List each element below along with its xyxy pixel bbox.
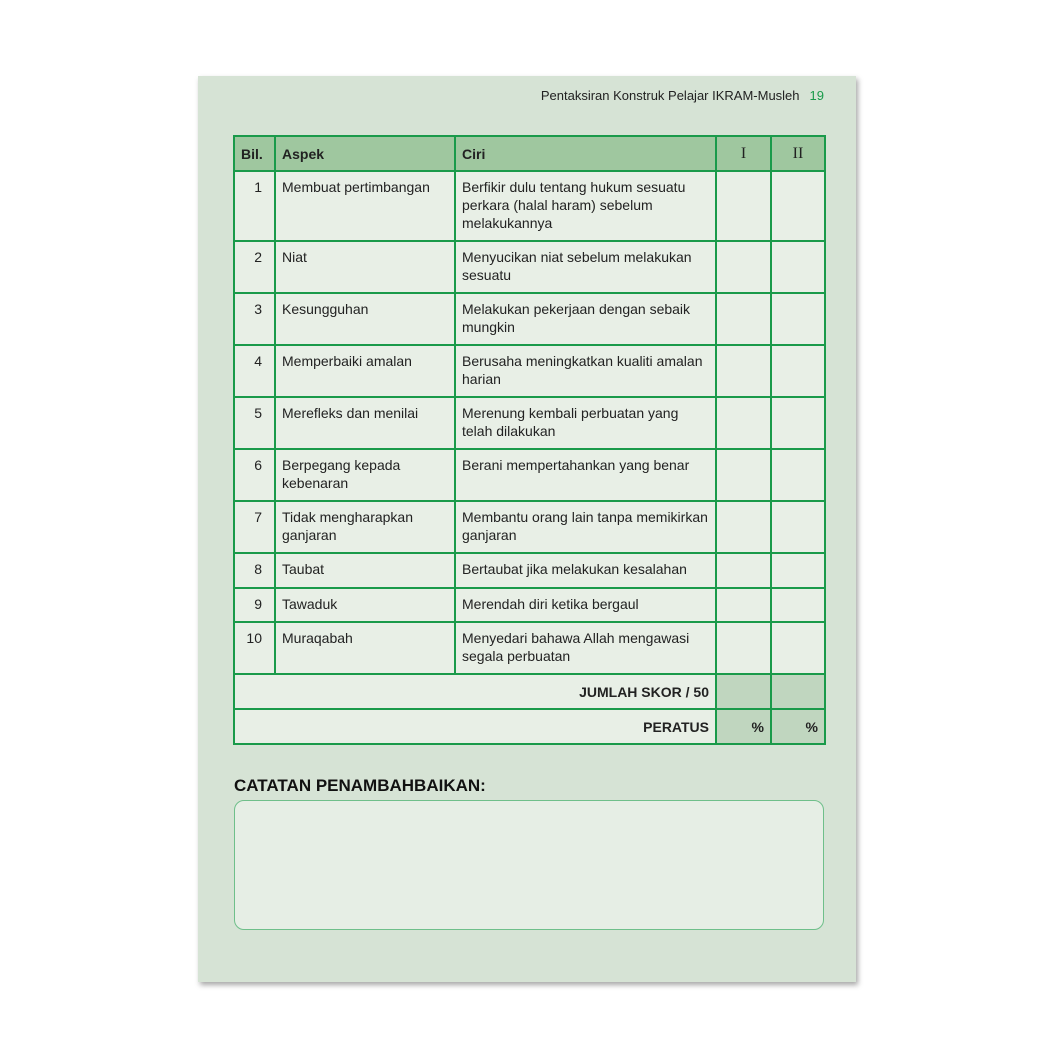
header-ii: II [771, 136, 825, 171]
score-ii-cell[interactable] [771, 501, 825, 553]
percent-i[interactable]: % [716, 709, 771, 744]
row-aspek: Taubat [275, 553, 455, 588]
row-ciri: Berani mempertahankan yang benar [455, 449, 716, 501]
row-ciri: Membantu orang lain tanpa memikirkan ganjaran [455, 501, 716, 553]
notes-title: CATATAN PENAMBAHBAIKAN: [234, 776, 486, 795]
score-ii-cell[interactable] [771, 449, 825, 501]
row-ciri: Merendah diri ketika bergaul [455, 588, 716, 622]
score-ii-cell[interactable] [771, 588, 825, 622]
row-aspek: Membuat pertimbangan [275, 171, 455, 241]
score-i-cell[interactable] [716, 588, 771, 622]
score-i-cell[interactable] [716, 622, 771, 674]
running-head [541, 88, 824, 103]
score-i-cell[interactable] [716, 171, 771, 241]
header-bil: Bil. [234, 136, 275, 171]
row-aspek: Tawaduk [275, 588, 455, 622]
header-aspek: Aspek [275, 136, 455, 171]
header-i: I [716, 136, 771, 171]
score-ii-cell[interactable] [771, 397, 825, 449]
row-number: 6 [234, 449, 275, 501]
row-ciri: Menyucikan niat sebelum melakukan sesuatu [455, 241, 716, 293]
document-page [198, 76, 856, 982]
row-number: 10 [234, 622, 275, 674]
row-number: 2 [234, 241, 275, 293]
table-header [234, 136, 825, 171]
score-ii-cell[interactable] [771, 293, 825, 345]
row-ciri: Berfikir dulu tentang hukum sesuatu perkara (halal haram) sebelum melakukannya [455, 171, 716, 241]
score-i-cell[interactable] [716, 397, 771, 449]
table-row [234, 553, 825, 588]
score-i-cell[interactable] [716, 241, 771, 293]
score-i-cell[interactable] [716, 501, 771, 553]
table-row [234, 501, 825, 553]
table-row [234, 588, 825, 622]
score-ii-cell[interactable] [771, 171, 825, 241]
percent-row [234, 709, 825, 744]
table-row [234, 449, 825, 501]
header-ciri: Ciri [455, 136, 716, 171]
total-score-i[interactable] [716, 674, 771, 709]
row-aspek: Berpegang kepada kebenaran [275, 449, 455, 501]
table-row [234, 293, 825, 345]
page-number: 19 [809, 88, 824, 103]
table-row [234, 345, 825, 397]
row-number: 1 [234, 171, 275, 241]
row-ciri: Merenung kembali perbuatan yang telah dilakukan [455, 397, 716, 449]
row-aspek: Tidak mengharapkan ganjaran [275, 501, 455, 553]
score-ii-cell[interactable] [771, 553, 825, 588]
score-i-cell[interactable] [716, 449, 771, 501]
row-number: 4 [234, 345, 275, 397]
total-row [234, 674, 825, 709]
table-row [234, 171, 825, 241]
row-ciri: Melakukan pekerjaan dengan sebaik mungkin [455, 293, 716, 345]
score-ii-cell[interactable] [771, 622, 825, 674]
percent-ii[interactable]: % [771, 709, 825, 744]
table-row [234, 622, 825, 674]
row-aspek: Kesungguhan [275, 293, 455, 345]
notes-box[interactable] [234, 800, 824, 930]
row-aspek: Niat [275, 241, 455, 293]
score-ii-cell[interactable] [771, 345, 825, 397]
row-number: 9 [234, 588, 275, 622]
table-row [234, 241, 825, 293]
score-i-cell[interactable] [716, 553, 771, 588]
row-ciri: Bertaubat jika melakukan kesalahan [455, 553, 716, 588]
total-label: JUMLAH SKOR / 50 [234, 674, 716, 709]
score-i-cell[interactable] [716, 293, 771, 345]
row-number: 7 [234, 501, 275, 553]
percent-label: PERATUS [234, 709, 716, 744]
row-aspek: Merefleks dan menilai [275, 397, 455, 449]
assessment-table [233, 135, 826, 745]
row-number: 5 [234, 397, 275, 449]
score-ii-cell[interactable] [771, 241, 825, 293]
running-head-title: Pentaksiran Konstruk Pelajar IKRAM-Musleh [540, 88, 800, 103]
row-aspek: Memperbaiki amalan [275, 345, 455, 397]
row-ciri: Berusaha meningkatkan kualiti amalan harian [455, 345, 716, 397]
table-row [234, 397, 825, 449]
row-aspek: Muraqabah [275, 622, 455, 674]
row-number: 8 [234, 553, 275, 588]
score-i-cell[interactable] [716, 345, 771, 397]
row-number: 3 [234, 293, 275, 345]
total-score-ii[interactable] [771, 674, 825, 709]
row-ciri: Menyedari bahawa Allah mengawasi segala perbuatan [455, 622, 716, 674]
